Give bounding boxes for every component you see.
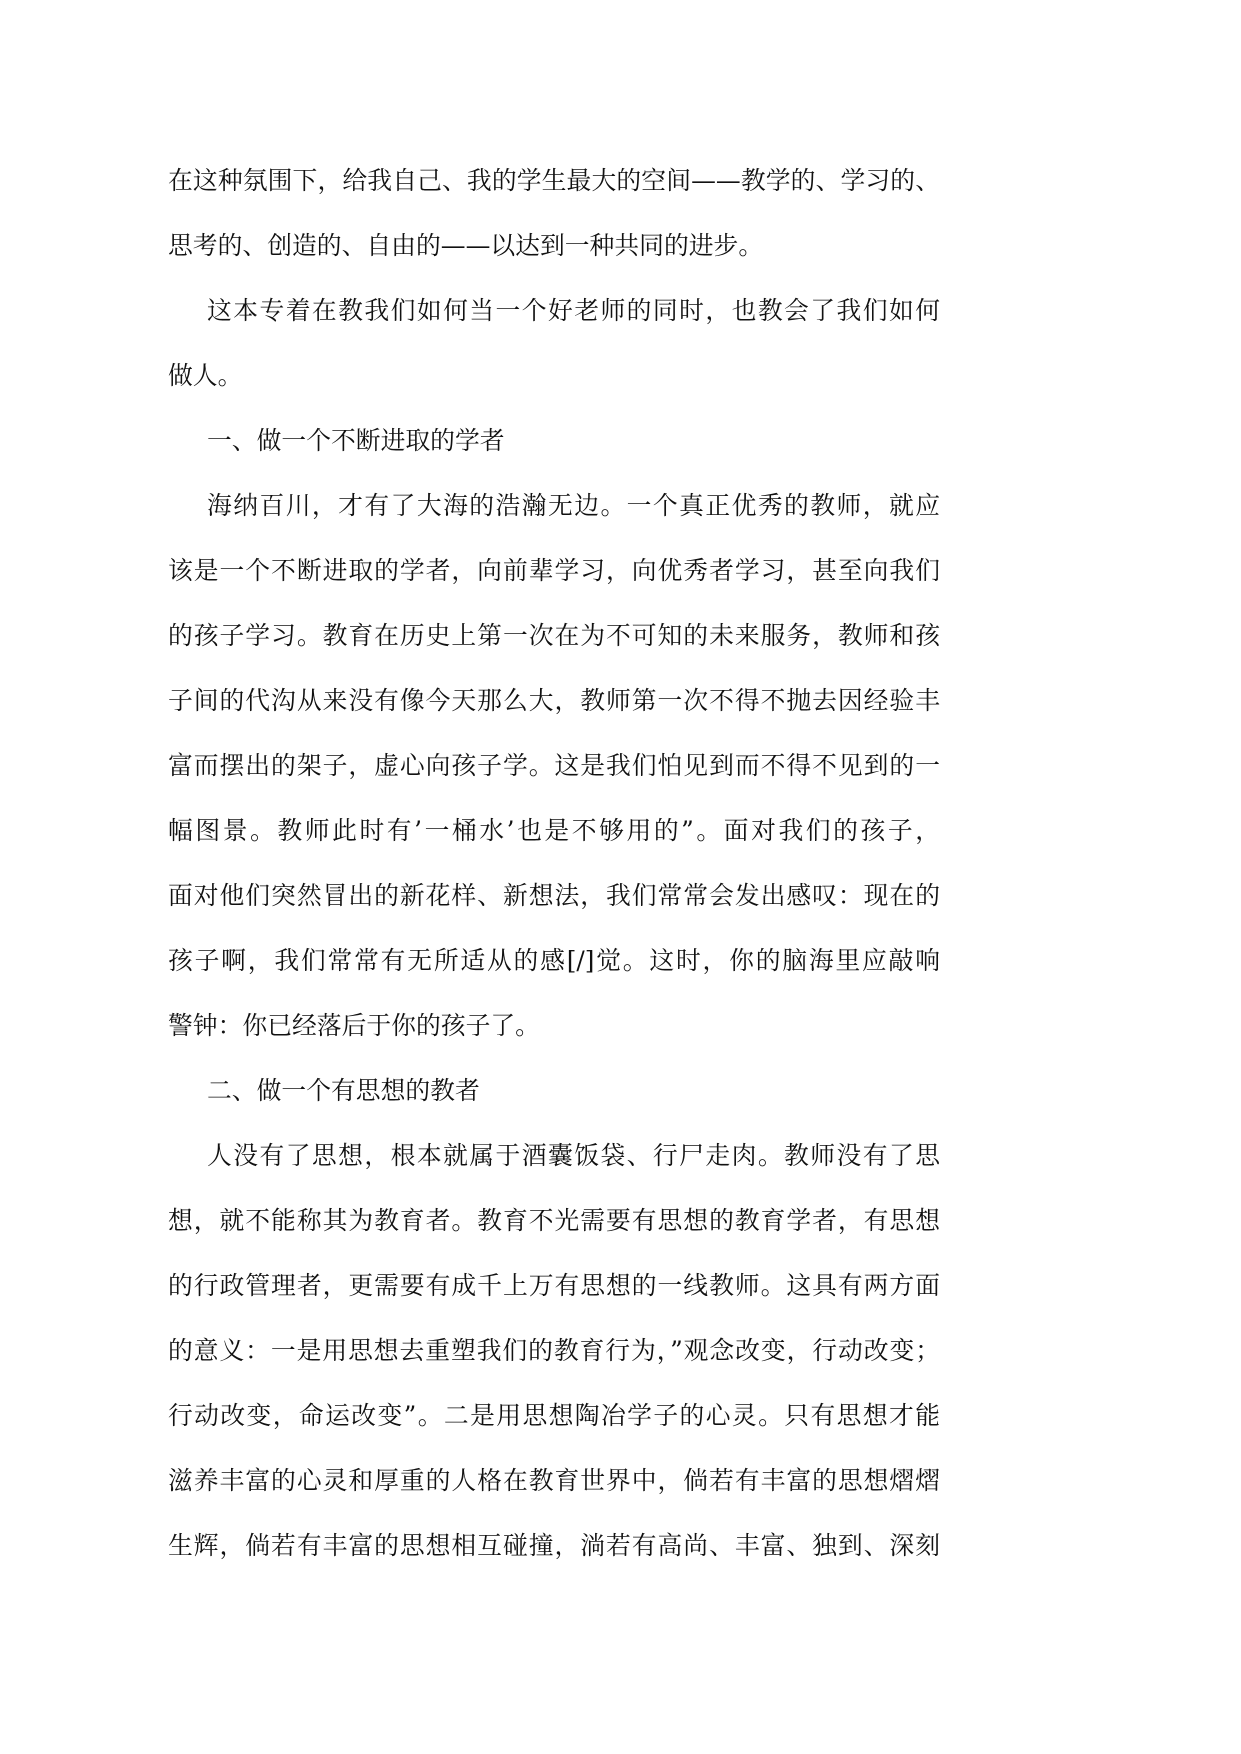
text-line: 在这种氛围下，给我自己、我的学生最大的空间——教学的、学习的、 xyxy=(168,166,940,195)
paragraph xyxy=(168,473,940,1058)
text-line: 行动改变，命运改变”。二是用思想陶冶学子的心灵。只有思想才能 xyxy=(168,1401,940,1430)
paragraph xyxy=(168,278,940,408)
text-line: 做人。 xyxy=(168,361,243,390)
text-line: 富而摆出的架子，虚心向孩子学。这是我们怕见到而不得不见到的一 xyxy=(168,751,940,780)
text-line: 滋养丰富的心灵和厚重的人格在教育世界中，倘若有丰富的思想熠熠 xyxy=(168,1466,940,1495)
text-line: 的行政管理者，更需要有成千上万有思想的一线教师。这具有两方面 xyxy=(168,1271,940,1300)
text-line: 幅图景。教师此时有’一桶水’也是不够用的”。面对我们的孩子， xyxy=(168,816,940,845)
text-line: 生辉，倘若有丰富的思想相互碰撞，淌若有高尚、丰富、独到、深刻 xyxy=(168,1531,940,1560)
text-line: 这本专着在教我们如何当一个好老师的同时，也教会了我们如何 xyxy=(207,296,940,325)
text-line: 面对他们突然冒出的新花样、新想法，我们常常会发出感叹：现在的 xyxy=(168,881,940,910)
text-line: 的意义：一是用思想去重塑我们的教育行为，”观念改变，行动改变； xyxy=(168,1336,940,1365)
section-heading-text: 一、做一个不断进取的学者 xyxy=(207,426,505,455)
text-line: 思考的、创造的、自由的——以达到一种共同的进步。 xyxy=(168,231,764,260)
body-text xyxy=(168,148,940,1578)
text-line: 警钟：你已经落后于你的孩子了。 xyxy=(168,1011,540,1040)
text-line: 的孩子学习。教育在历史上第一次在为不可知的未来服务，教师和孩 xyxy=(168,621,940,650)
text-line: 子间的代沟从来没有像今天那么大，教师第一次不得不抛去因经验丰 xyxy=(168,686,940,715)
section-heading-text: 二、做一个有思想的教者 xyxy=(207,1076,480,1105)
text-line: 人没有了思想，根本就属于酒囊饭袋、行尸走肉。教师没有了思 xyxy=(207,1141,940,1170)
text-line: 海纳百川，才有了大海的浩瀚无边。一个真正优秀的教师，就应 xyxy=(207,491,940,520)
text-line: 该是一个不断进取的学者，向前辈学习，向优秀者学习，甚至向我们 xyxy=(168,556,940,585)
paragraph xyxy=(168,148,940,278)
section-heading xyxy=(168,408,940,473)
section-heading xyxy=(168,1058,940,1123)
text-line: 想，就不能称其为教育者。教育不光需要有思想的教育学者，有思想 xyxy=(168,1206,940,1235)
text-line: 孩子啊，我们常常有无所适从的感[/]觉。这时，你的脑海里应敲响 xyxy=(168,946,940,975)
paragraph xyxy=(168,1123,940,1578)
